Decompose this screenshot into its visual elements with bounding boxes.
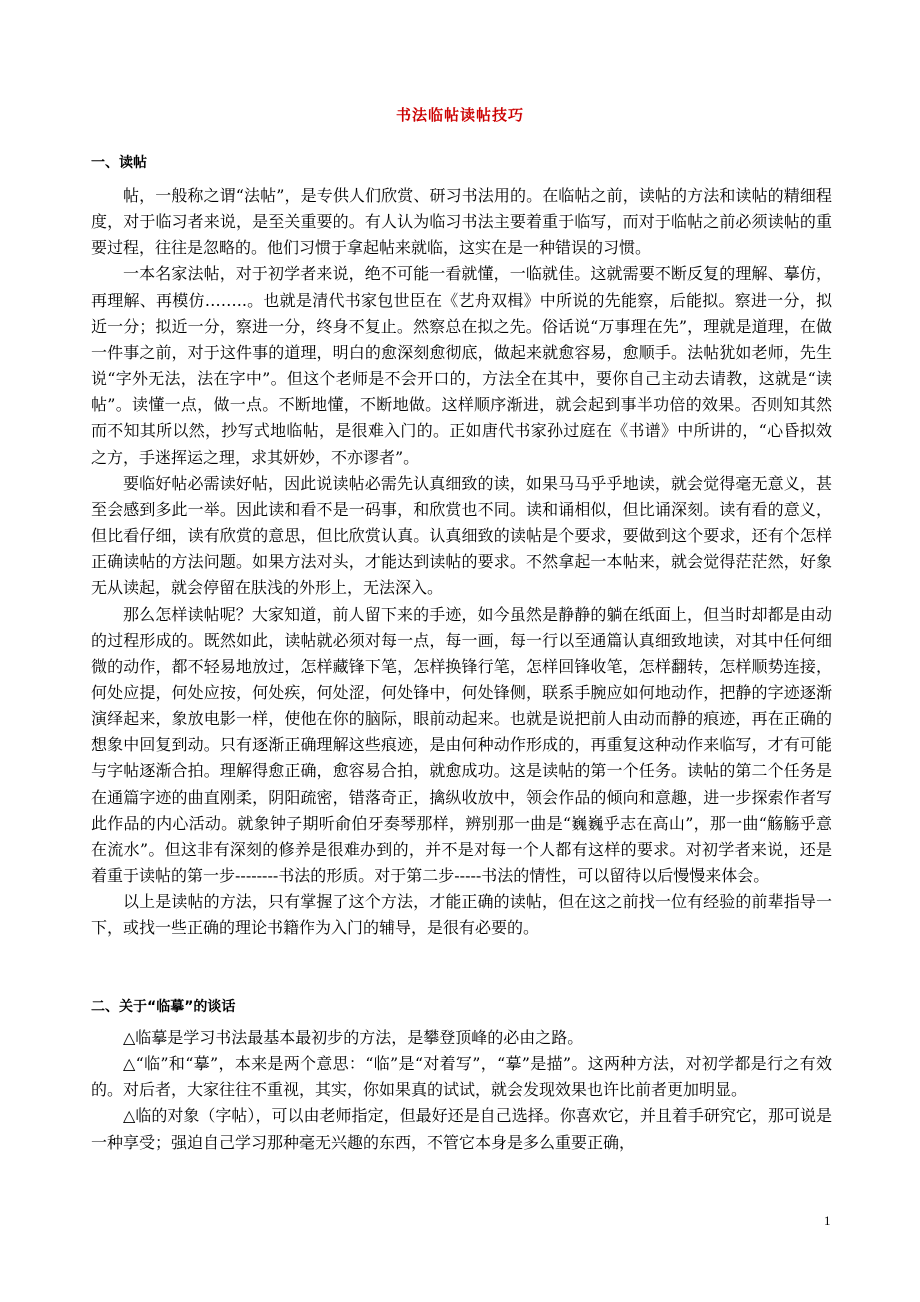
paragraph: 那么怎样读帖呢？大家知道，前人留下来的手迹，如今虽然是静静的躺在纸面上，但当时却都是由动的过程形成的。既然如此，读帖就必须对每一点，每一画，每一行以至通篇认真细致地读，对其中任何细微的动作，都不轻易地放过，怎样藏锋下笔，怎样换锋行笔，怎样回锋收笔，怎样翻转，怎样顺势连接，何处应提，何处应按，何处疾，何处涩，何处锋中，何处锋侧，联系手腕应如何地动作，把静的字迹逐渐演绎起来，象放电影一样，使他在你的脑际，眼前动起来。也就是说把前人由动而静的痕迹，再在正确的想象中回复到动。只有逐渐正确理解这些痕迹，是由何种动作形成的，再重复这种动作来临写，才有可能与字帖逐渐合拍。理解得愈正确，愈容易合拍，就愈成功。这是读帖的第一个任务。读帖的第二个任务是在通篇字迹的曲直刚柔，阴阳疏密，错落奇正，擒纵收放中，领会作品的倾向和意趣，进一步探索作者写此作品的内心活动。就象钟子期听俞伯牙奏琴那样，辨别那一曲是“巍巍乎志在高山”，那一曲“觞觞乎意在流水”。但这非有深刻的修养是很难办到的，并不是对每一个人都有这样的要求。对初学者来说，还是着重于读帖的第一步--------书法的形质。对于第二步-----书法的情性，可以留待以后慢慢来体会。	[91, 604, 832, 886]
paragraph: △临摹是学习书法最基本最初步的方法，是攀登顶峰的必由之路。	[123, 1028, 584, 1047]
paragraph: 要临好帖必需读好帖，因此说读帖必需先认真细致的读，如果马马乎乎地读，就会觉得毫无意义，甚至会感到多此一举。因此读和看不是一码事，和欣赏也不同。读和诵相似，但比诵深刻。读有看的意义，但比看仔细，读有欣赏的意思，但比欣赏认真。认真细致的读帖是个要求，要做到这个要求，还有个怎样正确读帖的方法问题。如果方法对头，才能达到读帖的要求。不然拿起一本帖来，就会觉得茫茫然，好象无从读起，就会停留在肤浅的外形上，无法深入。	[91, 473, 832, 598]
paragraph: 帖，一般称之谓“法帖”，是专供人们欣赏、研习书法用的。在临帖之前，读帖的方法和读帖的精细程度，对于临习者来说，是至关重要的。有人认为临习书法主要着重于临写，而对于临帖之前必须读帖的重要过程，往往是忽略的。他们习惯于拿起帖来就临，这实在是一种错误的习惯。	[91, 186, 832, 258]
section-body-reading	[91, 183, 832, 942]
section-body-copying	[91, 1025, 832, 1156]
page-number: 1	[824, 1213, 831, 1228]
paragraph: 以上是读帖的方法，只有掌握了这个方法，才能正确的读帖，但在这之前找一位有经验的前辈指导一下，或找一些正确的理论书籍作为入门的辅导，是很有必要的。	[91, 892, 832, 938]
paragraph: △“临”和“摹”，本来是两个意思：“临”是“对着写”，“摹”是描”。这两种方法，对初学都是行之有效的。对后者，大家往往不重视，其实，你如果真的试试，就会发现效果也许比前者更加明显。	[91, 1054, 832, 1100]
paragraph: 一本名家法帖，对于初学者来说，绝不可能一看就懂，一临就佳。这就需要不断反复的理解、摹仿，再理解、再模仿……..。也就是清代书家包世臣在《艺舟双楫》中所说的先能察，后能拟。察进一分，拟近一分；拟近一分，察进一分，终身不复止。然察总在拟之先。俗话说“万事理在先”，理就是道理，在做一件事之前，对于这件事的道理，明白的愈深刻愈彻底，做起来就愈容易，愈顺手。法帖犹如老师，先生说“字外无法，法在字中”。但这个老师是不会开口的，方法全在其中，要你自己主动去请教，这就是“读帖”。读懂一点，做一点。不断地懂，不断地做。这样顺序渐进，就会起到事半功倍的效果。否则知其然而不知其所以然，抄写式地临帖，是很难入门的。正如唐代书家孙过庭在《书谱》中所讲的，“心昏拟效之方，手迷挥运之理，求其妍妙，不亦谬者”。	[91, 264, 832, 467]
document-title: 书法临帖读帖技巧	[395, 106, 524, 124]
section-heading-copying: 二、关于“临摹”的谈话	[91, 999, 236, 1015]
paragraph: △临的对象（字帖），可以由老师指定，但最好还是自己选择。你喜欢它，并且着手研究它，那可说是一种享受；强迫自己学习那种毫无兴趣的东西，不管它本身是多么重要正确，	[91, 1106, 832, 1152]
section-heading-reading: 一、读帖	[91, 155, 147, 171]
